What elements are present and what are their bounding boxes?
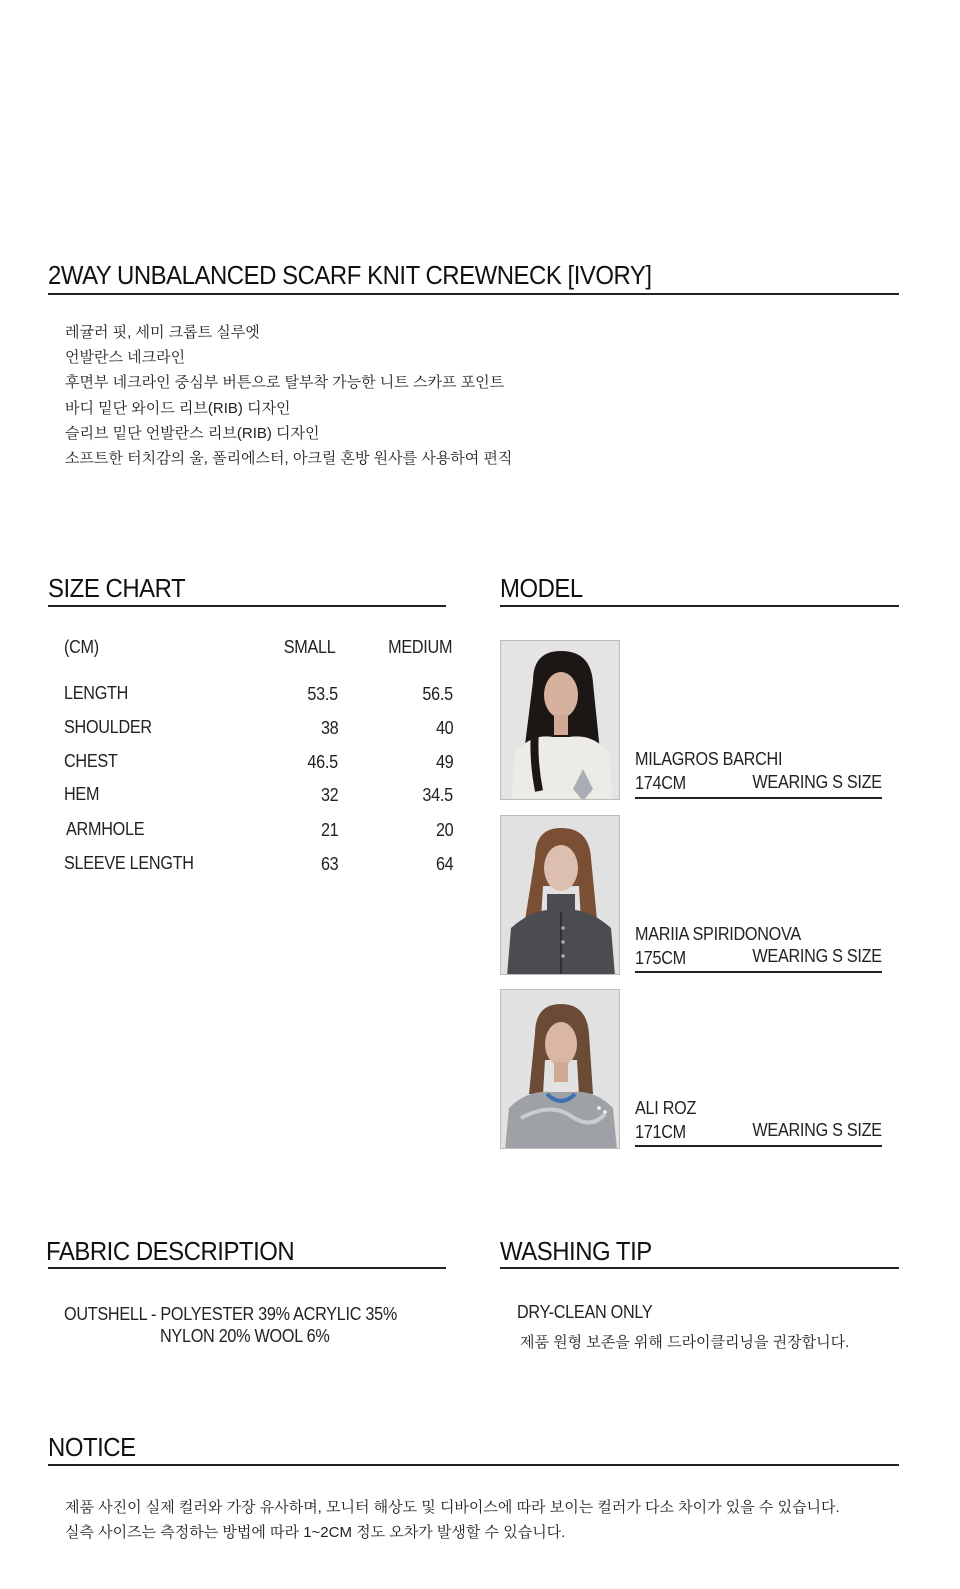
model-heading: MODEL [500, 573, 583, 603]
washing-divider [500, 1267, 899, 1269]
fabric-divider [48, 1267, 446, 1269]
model-photo [500, 640, 620, 800]
medium-value: 40 [435, 718, 453, 738]
model-divider-line [635, 971, 882, 973]
model-height: 171CM [635, 1122, 686, 1142]
model-name: ALI ROZ [635, 1098, 697, 1118]
row-label: SHOULDER [64, 717, 152, 737]
product-description [65, 320, 512, 471]
column-header-medium: MEDIUM [387, 637, 452, 657]
description-line: 레귤러 핏, 세미 크롭트 실루엣 [65, 324, 260, 341]
column-header-small: SMALL [284, 637, 336, 657]
model-portrait-image [501, 641, 620, 800]
medium-value: 34.5 [422, 785, 453, 805]
washing-instruction-korean: 제품 원형 보존을 위해 드라이클리닝을 권장합니다. [520, 1334, 850, 1351]
size-chart-divider [48, 605, 446, 607]
description-line: 바디 밑단 와이드 리브(RIB) 디자인 [65, 399, 291, 417]
description-line: 후면부 네크라인 중심부 버튼으로 탈부착 가능한 니트 스카프 포인트 [65, 374, 505, 392]
notice-line: 실측 사이즈는 측정하는 방법에 따라 1~2CM 정도 오차가 발생할 수 있습니다. [65, 1524, 566, 1541]
small-value: 32 [320, 785, 338, 805]
washing-instruction: DRY-CLEAN ONLY [517, 1302, 653, 1322]
model-top [511, 736, 613, 800]
small-value: 63 [320, 854, 338, 874]
medium-value: 20 [435, 820, 453, 840]
notice-divider [48, 1464, 899, 1466]
model-name: MARIIA SPIRIDONOVA [635, 924, 801, 944]
product-title: 2WAY UNBALANCED SCARF KNIT CREWNECK [IVORY] [48, 260, 652, 290]
model-wearing-size: WEARING S SIZE [752, 772, 882, 792]
medium-value: 49 [435, 752, 453, 772]
model-height: 175CM [635, 948, 686, 968]
unit-label: (CM) [64, 637, 99, 657]
row-label: ARMHOLE [66, 819, 145, 839]
fabric-heading: FABRIC DESCRIPTION [46, 1236, 295, 1266]
model-wearing-size: WEARING S SIZE [752, 1120, 882, 1140]
row-label: HEM [64, 784, 100, 804]
row-label: LENGTH [64, 683, 129, 703]
description-line: 언발란스 네크라인 [65, 349, 186, 367]
small-value: 46.5 [307, 752, 338, 772]
notice-line: 제품 사진이 실제 컬러와 가장 유사하며, 모니터 해상도 및 디바이스에 따라 보이는 컬러가 다소 차이가 있을 수 있습니다. [65, 1499, 840, 1516]
model-portrait-image [501, 816, 620, 975]
model-photo [500, 989, 620, 1149]
model-divider [500, 605, 899, 607]
description-line: 소프트한 터치감의 울, 폴리에스터, 아크릴 혼방 원사를 사용하여 편직 [65, 450, 513, 468]
fabric-composition-line2: NYLON 20% WOOL 6% [160, 1326, 330, 1346]
model-height: 174CM [635, 773, 686, 793]
medium-value: 56.5 [422, 684, 453, 704]
fabric-composition-line1: OUTSHELL - POLYESTER 39% ACRYLIC 35% [64, 1304, 398, 1324]
row-label: CHEST [64, 751, 118, 771]
model-name: MILAGROS BARCHI [635, 749, 783, 769]
model-divider-line [635, 797, 882, 799]
description-line: 슬리브 밑단 언발란스 리브(RIB) 디자인 [65, 424, 320, 442]
medium-value: 64 [435, 854, 453, 874]
small-value: 38 [320, 718, 338, 738]
model-wearing-size: WEARING S SIZE [752, 946, 882, 966]
model-portrait-image [501, 990, 620, 1149]
size-chart-heading: SIZE CHART [48, 573, 186, 603]
small-value: 21 [320, 820, 338, 840]
row-label: SLEEVE LENGTH [64, 853, 194, 873]
model-divider-line [635, 1145, 882, 1147]
notice-heading: NOTICE [48, 1432, 136, 1462]
model-photo [500, 815, 620, 975]
title-divider [48, 293, 899, 295]
washing-heading: WASHING TIP [500, 1236, 652, 1266]
small-value: 53.5 [307, 684, 338, 704]
